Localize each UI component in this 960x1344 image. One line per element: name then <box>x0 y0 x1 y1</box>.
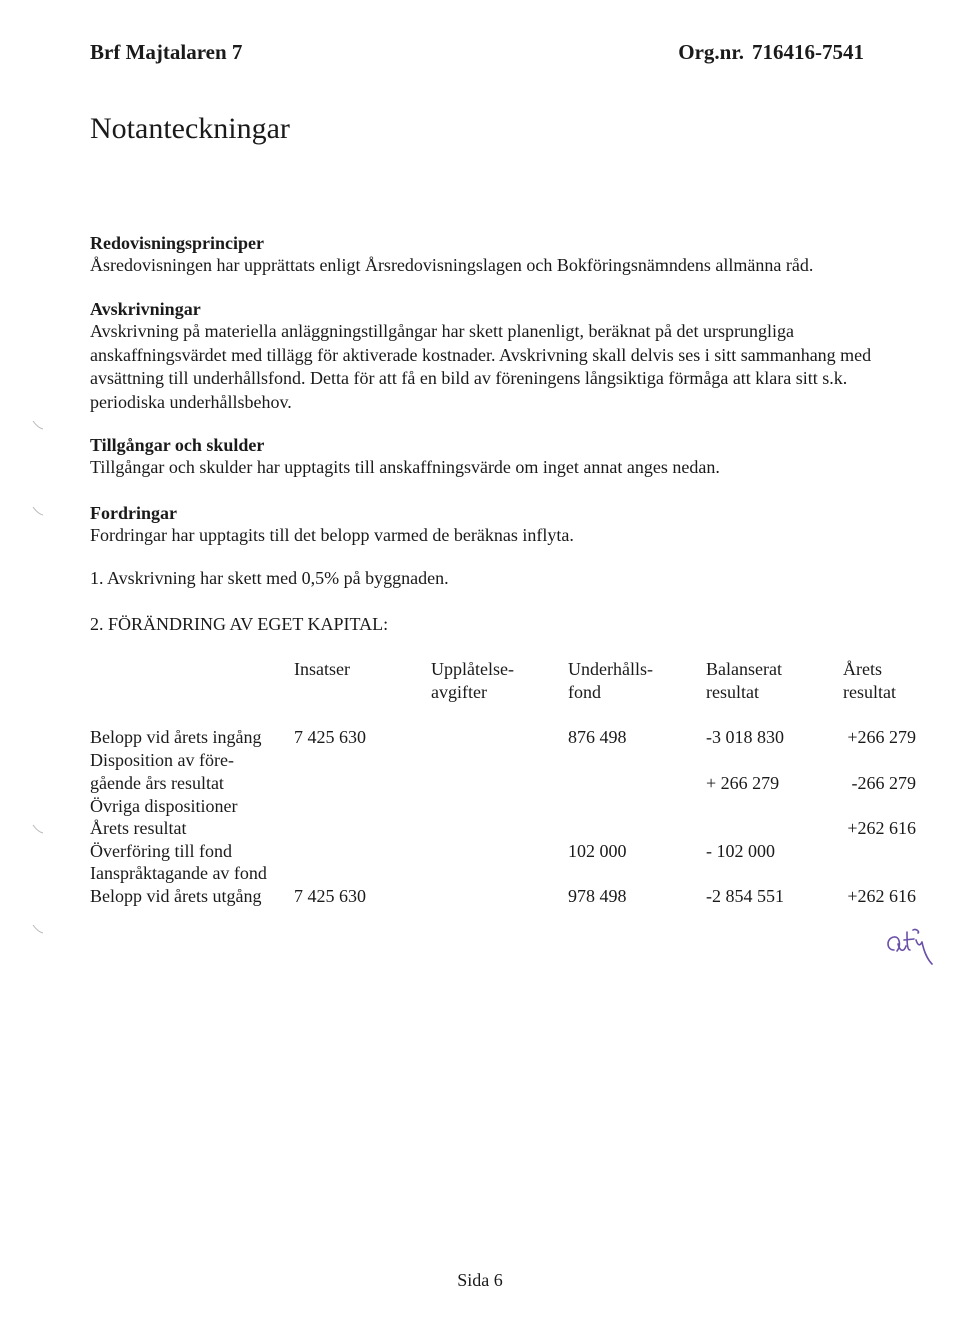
cell-underhallsfond: 102 000 <box>568 841 627 861</box>
section-heading: Redovisningsprinciper <box>90 233 265 253</box>
section-text: Tillgångar och skulder har upptagits till anskaffningsvärde om inget annat anges nedan. <box>90 457 720 477</box>
association-name: Brf Majtalaren 7 <box>90 40 243 64</box>
org-number <box>678 40 864 65</box>
page-number: Sida 6 <box>457 1270 503 1290</box>
org-number-value: 716416-7541 <box>752 40 864 64</box>
section-text: Fordringar har upptagits till det belopp varmed de beräknas inflyta. <box>90 525 574 545</box>
cell-arets-resultat: -266 279 <box>851 773 916 793</box>
equity-change-table <box>90 658 930 918</box>
note-2-heading: 2. FÖRÄNDRING AV EGET KAPITAL: <box>90 614 389 634</box>
cell-underhallsfond: 876 498 <box>568 727 627 747</box>
section-heading: Fordringar <box>90 503 177 523</box>
row-label: Disposition av före- <box>90 750 234 770</box>
note-1: 1. Avskrivning har skett med 0,5% på byggnaden. <box>90 568 449 588</box>
cell-balanserat: + 266 279 <box>706 773 780 793</box>
row-label: Belopp vid årets utgång <box>90 886 262 906</box>
cell-arets-resultat: +262 616 <box>847 818 916 838</box>
row-label: Ianspråktagande av fond <box>90 863 267 883</box>
row-label: Övriga dispositioner <box>90 796 238 816</box>
cell-arets-resultat: +262 616 <box>847 886 916 906</box>
header-insatser: Insatser <box>294 659 350 679</box>
table-row <box>90 773 930 796</box>
header-balanserat-resultat: Balanserat resultat <box>706 659 782 702</box>
section-text: Åsredovisningen har upprättats enligt Årsredovisningslagen och Bokföringsnämndens allmänna råd. <box>90 255 814 275</box>
header-arets-resultat: Årets resultat <box>843 659 896 702</box>
scan-mark <box>32 824 44 834</box>
section-heading: Avskrivningar <box>90 299 201 319</box>
cell-insatser: 7 425 630 <box>294 727 366 747</box>
section-receivables <box>90 502 910 548</box>
cell-balanserat: -2 854 551 <box>706 886 784 906</box>
row-label: Överföring till fond <box>90 841 232 861</box>
cell-balanserat: -3 018 830 <box>706 727 784 747</box>
scan-mark <box>32 506 44 516</box>
table-row <box>90 841 930 864</box>
cell-arets-resultat: +266 279 <box>847 727 916 747</box>
page-header <box>90 40 864 72</box>
section-text: Avskrivning på materiella anläggningstillgångar har skett planenligt, beräknat på det ursprungliga anskaffningsvärdet med tillägg för aktiverade kostnader. Avskrivning skall delvis ses i sitt sammanhang med avsättning till underhållsfond. Detta för att få en bild av föreningens långsiktiga förmåga att klara sitt s.k. periodiska underhållsbehov. <box>90 321 872 412</box>
table-row <box>90 863 930 886</box>
table-row <box>90 796 930 819</box>
signature-initials <box>880 920 950 968</box>
section-depreciation <box>90 298 910 414</box>
table-row <box>90 818 930 841</box>
cell-balanserat: - 102 000 <box>706 841 775 861</box>
section-heading: Tillgångar och skulder <box>90 435 265 455</box>
section-assets-liabilities <box>90 434 910 480</box>
table-row <box>90 750 930 773</box>
header-underhallsfond: Underhålls- fond <box>568 659 653 702</box>
org-number-label: Org.nr. <box>678 40 744 64</box>
cell-insatser: 7 425 630 <box>294 886 366 906</box>
scan-mark <box>32 420 44 430</box>
row-label: gående års resultat <box>90 773 224 793</box>
table-row <box>90 727 930 750</box>
page-title: Notanteckningar <box>90 112 290 145</box>
row-label: Belopp vid årets ingång <box>90 727 262 747</box>
section-principles <box>90 232 910 278</box>
header-upplatelseavgifter: Upplåtelse- avgifter <box>431 659 514 702</box>
cell-underhallsfond: 978 498 <box>568 886 627 906</box>
row-label: Årets resultat <box>90 818 187 838</box>
table-row <box>90 886 930 909</box>
scan-mark <box>32 924 44 934</box>
